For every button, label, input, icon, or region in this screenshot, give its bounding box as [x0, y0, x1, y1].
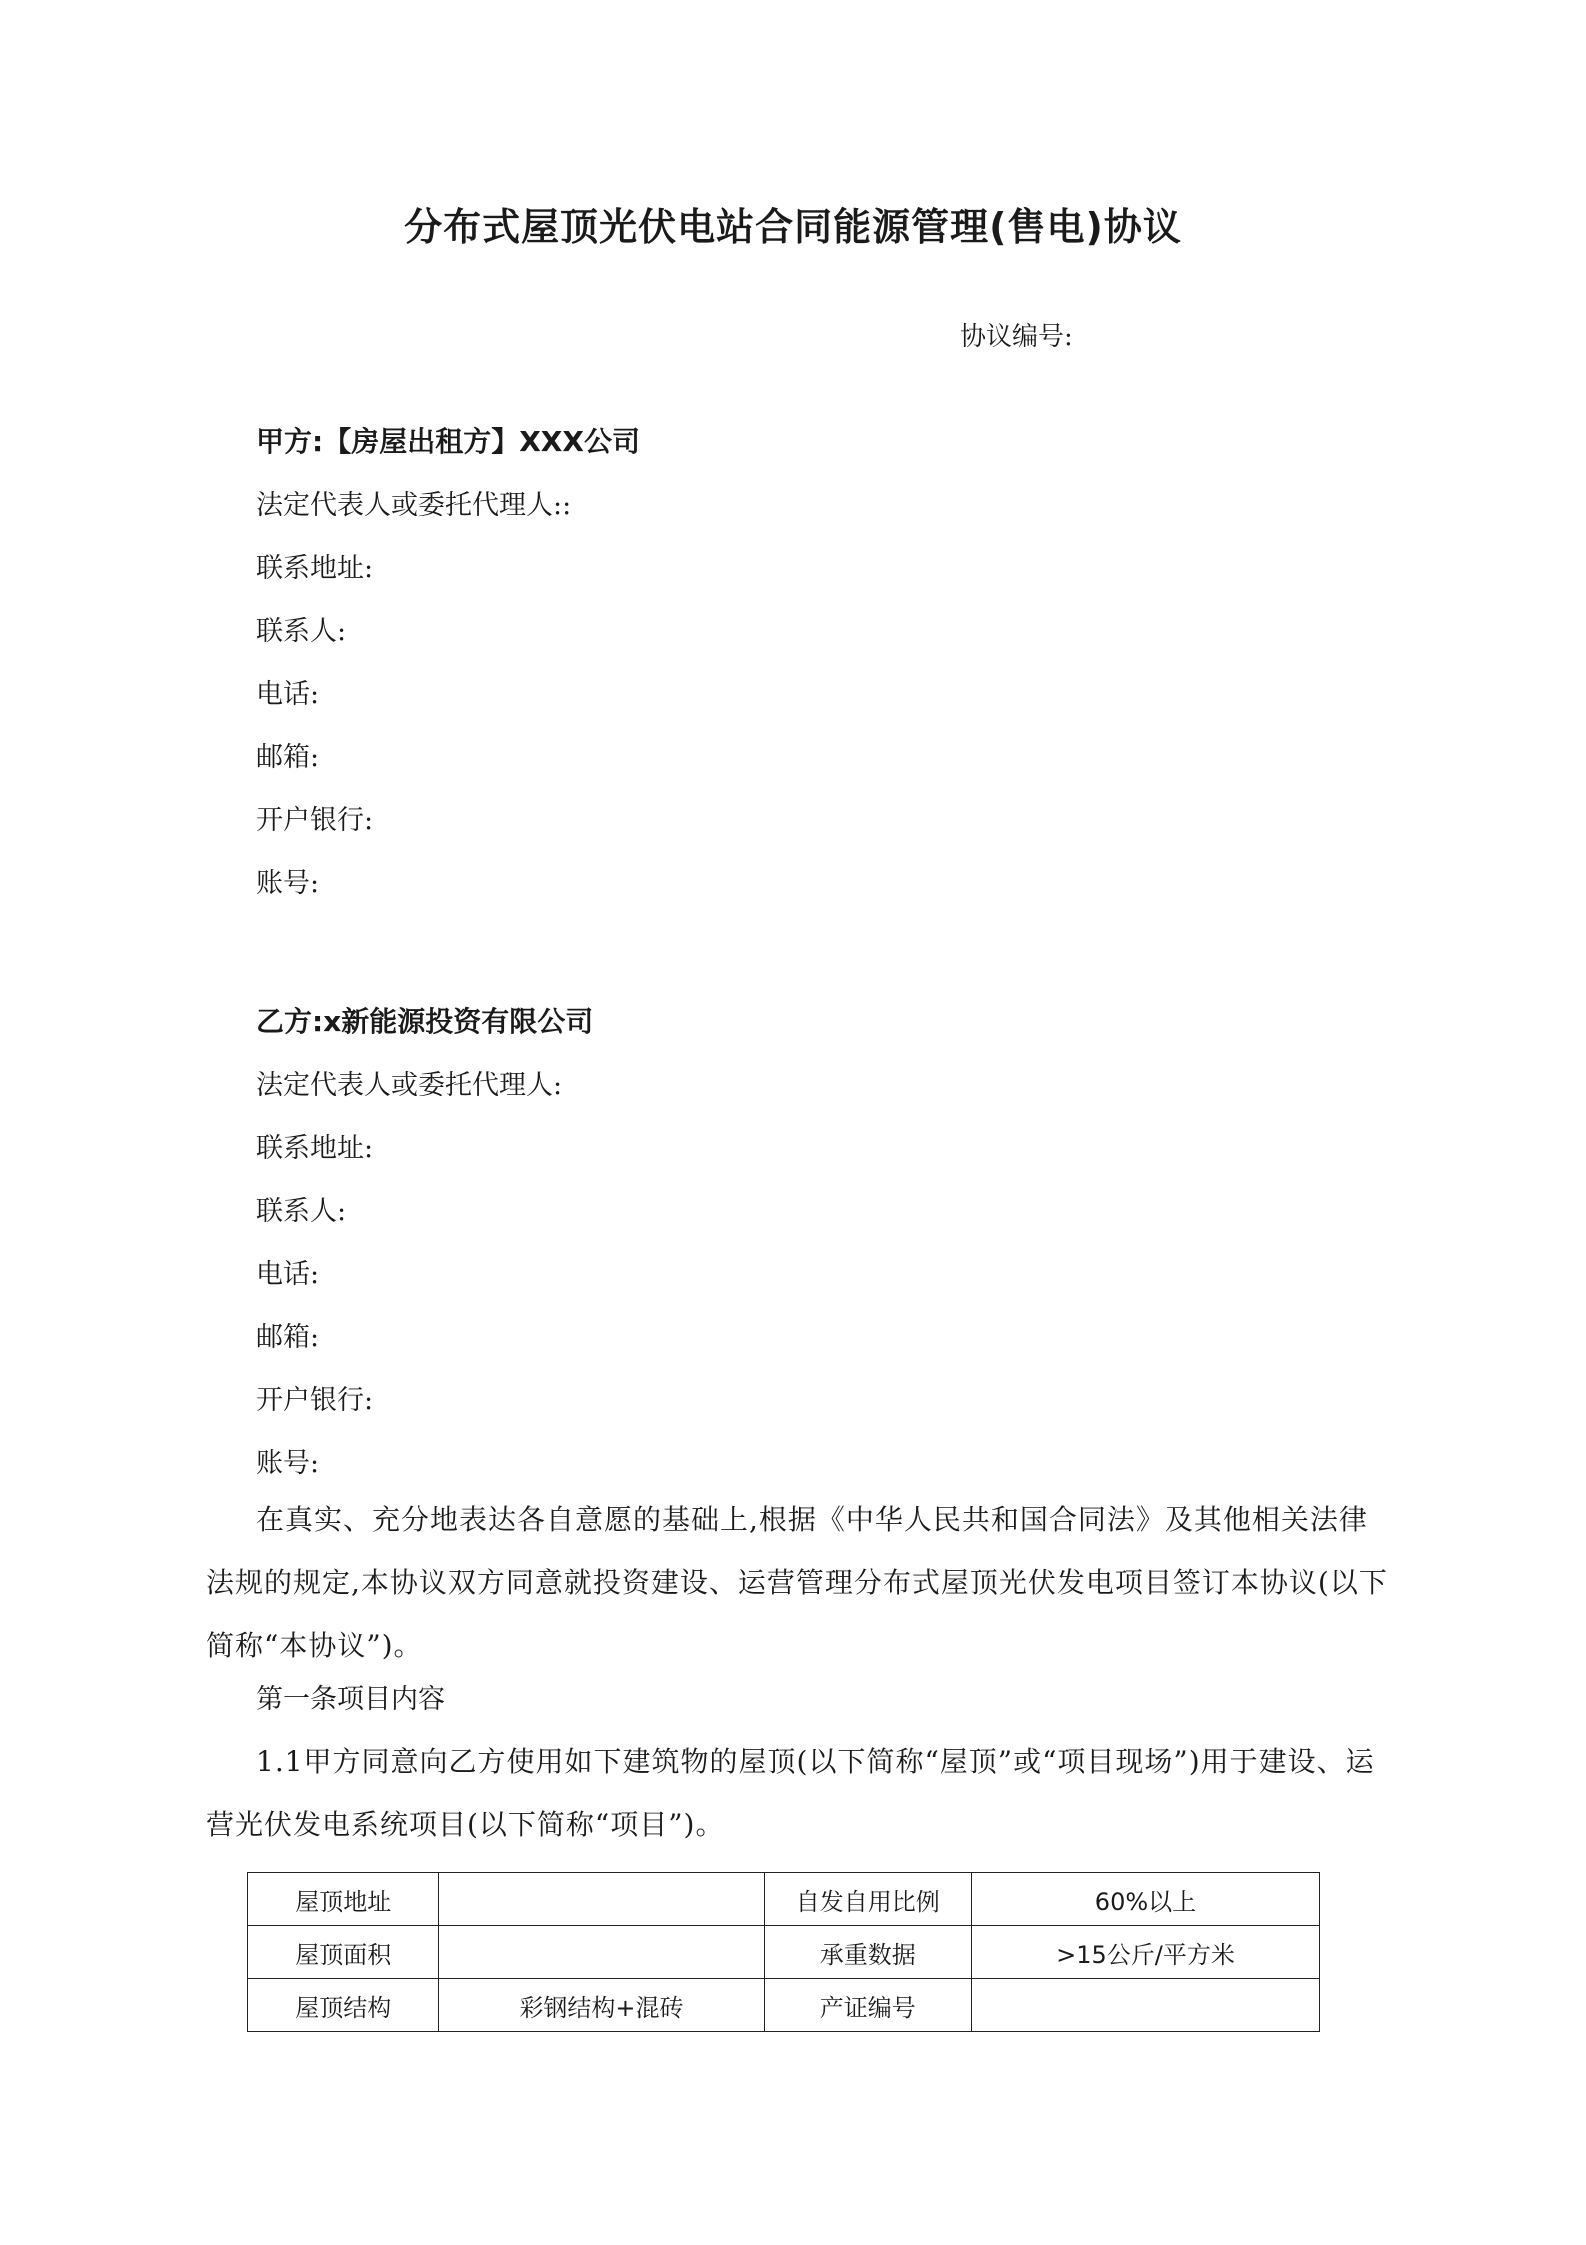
party-b-phone: 电话: — [256, 1259, 320, 1290]
preamble-paragraph: 在真实、充分地表达各自意愿的基础上,根据《中华人民共和国合同法》及其他相关法律法规的规定,本协议双方同意就投资建设、运营管理分布式屋顶光伏发电项目签订本协议(以下简称“本协议”)。 — [206, 1503, 1388, 1662]
table-cell-label: 屋顶面积 — [248, 1926, 439, 1979]
party-b-contact: 联系人: — [256, 1196, 347, 1227]
party-a-phone: 电话: — [256, 679, 320, 710]
table-cell-label: 产证编号 — [764, 1979, 971, 2032]
table-cell-value: >15公斤/平方米 — [971, 1926, 1319, 1979]
party-a-address: 联系地址: — [256, 553, 374, 584]
party-a-account: 账号: — [256, 868, 320, 899]
party-a-bank: 开户银行: — [256, 805, 374, 836]
table-row — [248, 1873, 1320, 1926]
party-a-heading: 甲方:【房屋出租方】XXX公司 — [256, 425, 640, 458]
party-b-bank: 开户银行: — [256, 1385, 374, 1416]
party-b-legal-rep: 法定代表人或委托代理人: — [256, 1070, 563, 1101]
party-b-address: 联系地址: — [256, 1133, 374, 1164]
table-row — [248, 1926, 1320, 1979]
party-a-email: 邮箱: — [256, 742, 320, 773]
table-cell-value — [971, 1979, 1319, 2032]
table-cell-value: 60%以上 — [971, 1873, 1319, 1926]
clause-1-1-paragraph: 1.1甲方同意向乙方使用如下建筑物的屋顶(以下简称“屋顶”或“项目现场”)用于建设、运营光伏发电系统项目(以下简称“项目”)。 — [206, 1745, 1375, 1841]
party-b-heading: 乙方:x新能源投资有限公司 — [256, 1005, 594, 1038]
table-row — [248, 1979, 1320, 2032]
agreement-number-label: 协议编号: — [960, 322, 1073, 352]
party-a-legal-rep: 法定代表人或委托代理人:: — [256, 490, 572, 521]
table-cell-label: 屋顶结构 — [248, 1979, 439, 2032]
table-cell-value — [439, 1873, 764, 1926]
party-a-contact: 联系人: — [256, 616, 347, 647]
article-1-title: 第一条项目内容 — [256, 1684, 445, 1715]
party-b-email: 邮箱: — [256, 1322, 320, 1353]
table-cell-label: 承重数据 — [764, 1926, 971, 1979]
party-b-account: 账号: — [256, 1448, 320, 1479]
table-cell-label: 屋顶地址 — [248, 1873, 439, 1926]
table-cell-value — [439, 1926, 764, 1979]
table-cell-value: 彩钢结构+混砖 — [439, 1979, 764, 2032]
roof-info-table — [247, 1872, 1320, 2032]
document-title: 分布式屋顶光伏电站合同能源管理(售电)协议 — [404, 205, 1182, 249]
table-cell-label: 自发自用比例 — [764, 1873, 971, 1926]
